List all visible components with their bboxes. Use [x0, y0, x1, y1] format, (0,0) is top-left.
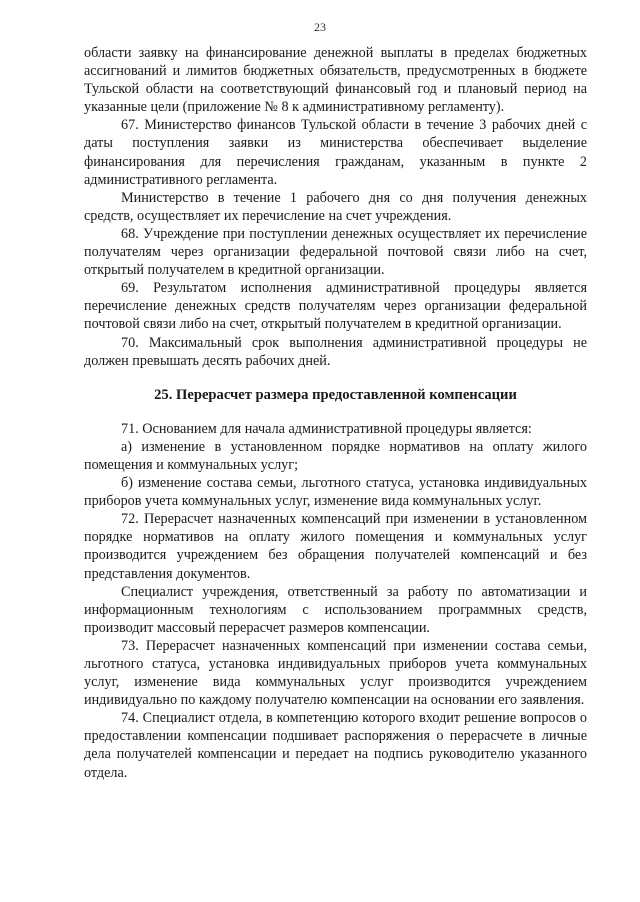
- page-number: 23: [314, 20, 326, 34]
- paragraph-ministry-transfer: Министерство в течение 1 рабочего дня со дня получения денежных средств, осуществляет их перечисление на счет учреждения.: [84, 189, 587, 224]
- paragraph-68: 68. Учреждение при поступлении денежных осуществляет их перечисление получателям через организации федеральной почтовой связи либо на счет, открытый получателем в кредитной организации.: [84, 225, 587, 279]
- paragraph-continuation: области заявку на финансирование денежной выплаты в пределах бюджетных ассигнований и лимитов бюджетных обязательств, предусмотренных в бюджете Тульской области на соответствующий финансовый год и плановый период на указанные цели (приложение № 8 к административному регламенту).: [84, 45, 587, 116]
- paragraph-71-b: б) изменение состава семьи, льготного статуса, установка индивидуальных приборов учета коммунальных услуг, изменение вида коммунальных услуг.: [84, 475, 587, 510]
- section-heading: 25. Перерасчет размера предоставленной компенсации: [154, 386, 517, 403]
- paragraph-74: 74. Специалист отдела, в компетенцию которого входит решение вопросов о предоставлении компенсации подшивает распоряжения о перерасчете в личные дела получателей компенсации и передает на подпись руководителю указанного отдела.: [84, 710, 587, 781]
- document-body: [84, 44, 587, 782]
- paragraph-71-a: а) изменение в установленном порядке нормативов на оплату жилого помещения и коммунальных услуг;: [84, 438, 587, 473]
- paragraph-specialist-it: Специалист учреждения, ответственный за работу по автоматизации и информационным технологиям с использованием программных средств, производит массовый перерасчет размеров компенсации.: [84, 583, 587, 636]
- paragraph-72: 72. Перерасчет назначенных компенсаций при изменении в установленном порядке нормативов на оплату жилого помещения и коммунальных услуг производится учреждением без обращения получателей компенсаций и без представления документов.: [84, 511, 587, 582]
- paragraph-73: 73. Перерасчет назначенных компенсаций при изменении состава семьи, льготного статуса, установка индивидуальных приборов учета коммунальных услуг, изменение вида коммунальных услуг производится учреждением индивидуально по каждому получателю компенсации на основании его заявления.: [84, 637, 587, 709]
- paragraph-71: 71. Основанием для начала административной процедуры является:: [121, 420, 532, 437]
- paragraph-70: 70. Максимальный срок выполнения административной процедуры не должен превышать десять рабочих дней.: [84, 334, 587, 369]
- paragraph-67: 67. Министерство финансов Тульской области в течение 3 рабочих дней с даты поступления заявки из министерства обеспечивает выделение финансирования для перечисления гражданам, указанным в пункте 2 административного регламента.: [84, 117, 587, 188]
- paragraph-69: 69. Результатом исполнения административной процедуры является перечисление денежных средств получателям через организации федеральной почтовой связи либо на счет, открытый получателем в кредитной организации.: [84, 280, 587, 333]
